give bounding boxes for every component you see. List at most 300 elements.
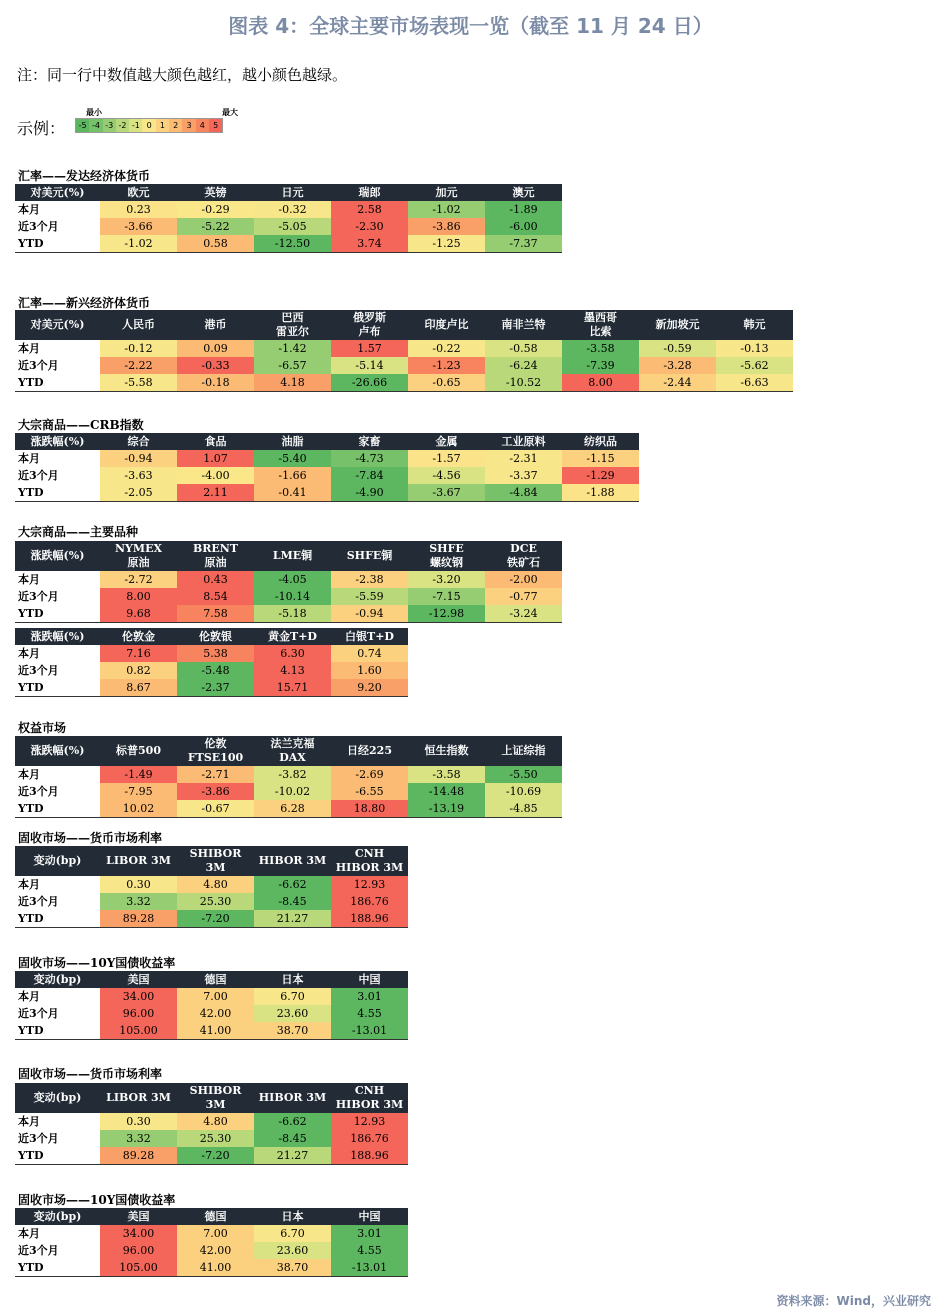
value-cell: 42.00 bbox=[177, 1005, 254, 1022]
value-cell: 4.80 bbox=[177, 876, 254, 893]
value-cell: -7.20 bbox=[177, 1147, 254, 1165]
value-cell: -7.20 bbox=[177, 910, 254, 928]
value-cell: -1.89 bbox=[485, 201, 562, 218]
row-label: 本月 bbox=[15, 645, 100, 662]
table-header-row bbox=[15, 433, 639, 450]
value-cell: -3.86 bbox=[177, 783, 254, 800]
value-cell: -1.15 bbox=[562, 450, 639, 467]
value-cell: 89.28 bbox=[100, 1147, 177, 1165]
value-cell: -12.50 bbox=[254, 235, 331, 253]
value-cell: -6.00 bbox=[485, 218, 562, 235]
value-cell: 9.68 bbox=[100, 605, 177, 623]
table-row bbox=[15, 1005, 408, 1022]
table-column-header: 日本 bbox=[254, 1208, 331, 1225]
value-cell: -12.98 bbox=[408, 605, 485, 623]
section-title: 固收市场——货币市场利率 bbox=[18, 831, 163, 845]
row-label: 近3个月 bbox=[15, 662, 100, 679]
value-cell: -3.82 bbox=[254, 766, 331, 783]
value-cell: -0.59 bbox=[639, 340, 716, 357]
legend-swatch: -3 bbox=[103, 119, 116, 132]
value-cell: -0.18 bbox=[177, 374, 254, 392]
value-cell: -3.28 bbox=[639, 357, 716, 374]
table-unit-header: 变动(bp) bbox=[15, 1208, 100, 1225]
section-title: 大宗商品——主要品种 bbox=[18, 525, 139, 539]
table-column-header: BRENT 原油 bbox=[177, 541, 254, 571]
value-cell: -1.29 bbox=[562, 467, 639, 484]
value-cell: -0.33 bbox=[177, 357, 254, 374]
value-cell: 105.00 bbox=[100, 1259, 177, 1277]
row-label: 近3个月 bbox=[15, 893, 100, 910]
table-column-header: 中国 bbox=[331, 971, 408, 988]
table-column-header: 白银T+D bbox=[331, 628, 408, 645]
table-column-header: 标普500 bbox=[100, 736, 177, 766]
value-cell: 4.80 bbox=[177, 1113, 254, 1130]
row-label: 近3个月 bbox=[15, 357, 100, 374]
table-column-header: 加元 bbox=[408, 184, 485, 201]
legend-swatch: 1 bbox=[156, 119, 169, 132]
value-cell: -6.63 bbox=[716, 374, 793, 392]
value-cell: 6.28 bbox=[254, 800, 331, 818]
table-unit-header: 变动(bp) bbox=[15, 1083, 100, 1113]
table-column-header: SHFE 螺纹钢 bbox=[408, 541, 485, 571]
row-label: 近3个月 bbox=[15, 1130, 100, 1147]
value-cell: -26.66 bbox=[331, 374, 408, 392]
legend-swatch: 3 bbox=[182, 119, 195, 132]
table-column-header: 墨西哥 比索 bbox=[562, 310, 639, 340]
value-cell: -13.01 bbox=[331, 1259, 408, 1277]
value-cell: 96.00 bbox=[100, 1005, 177, 1022]
table-column-header: 上证综指 bbox=[485, 736, 562, 766]
value-cell: 8.67 bbox=[100, 679, 177, 697]
table-row bbox=[15, 201, 562, 218]
value-cell: -7.15 bbox=[408, 588, 485, 605]
table-column-header: 食品 bbox=[177, 433, 254, 450]
value-cell: -6.62 bbox=[254, 876, 331, 893]
table-column-header: 日本 bbox=[254, 971, 331, 988]
table-row bbox=[15, 357, 793, 374]
value-cell: -0.58 bbox=[485, 340, 562, 357]
data-table bbox=[15, 541, 562, 623]
legend-max-label: 最大 bbox=[222, 107, 238, 117]
table-column-header: 欧元 bbox=[100, 184, 177, 201]
section-title: 汇率——新兴经济体货币 bbox=[18, 296, 151, 310]
value-cell: -4.84 bbox=[485, 484, 562, 502]
table-unit-header: 涨跌幅(%) bbox=[15, 433, 100, 450]
value-cell: -0.65 bbox=[408, 374, 485, 392]
table-row bbox=[15, 1259, 408, 1277]
value-cell: -6.62 bbox=[254, 1113, 331, 1130]
row-label: YTD bbox=[15, 1259, 100, 1277]
table-column-header: HIBOR 3M bbox=[254, 1083, 331, 1113]
table-header-row bbox=[15, 541, 562, 571]
value-cell: 21.27 bbox=[254, 1147, 331, 1165]
color-note: 注：同一行中数值越大颜色越红，越小颜色越绿。 bbox=[17, 66, 348, 84]
value-cell: -13.01 bbox=[331, 1022, 408, 1040]
table-column-header: 中国 bbox=[331, 1208, 408, 1225]
data-table bbox=[15, 971, 408, 1040]
table-column-header: 港币 bbox=[177, 310, 254, 340]
value-cell: -2.05 bbox=[100, 484, 177, 502]
table-row bbox=[15, 374, 793, 392]
data-table bbox=[15, 310, 793, 392]
value-cell: -2.37 bbox=[177, 679, 254, 697]
value-cell: -6.24 bbox=[485, 357, 562, 374]
value-cell: -3.37 bbox=[485, 467, 562, 484]
table-row bbox=[15, 1242, 408, 1259]
value-cell: 0.30 bbox=[100, 876, 177, 893]
value-cell: -10.69 bbox=[485, 783, 562, 800]
value-cell: 25.30 bbox=[177, 1130, 254, 1147]
table-header-row bbox=[15, 310, 793, 340]
table-column-header: 英镑 bbox=[177, 184, 254, 201]
value-cell: 6.70 bbox=[254, 988, 331, 1005]
legend-swatch: -4 bbox=[89, 119, 102, 132]
table-row bbox=[15, 679, 408, 697]
table-unit-header: 对美元(%) bbox=[15, 184, 100, 201]
value-cell: 25.30 bbox=[177, 893, 254, 910]
section-title: 固收市场——10Y国债收益率 bbox=[18, 956, 176, 970]
value-cell: 4.18 bbox=[254, 374, 331, 392]
value-cell: 10.02 bbox=[100, 800, 177, 818]
value-cell: -14.48 bbox=[408, 783, 485, 800]
table-column-header: LME铜 bbox=[254, 541, 331, 571]
table-row bbox=[15, 876, 408, 893]
value-cell: 38.70 bbox=[254, 1259, 331, 1277]
table-row bbox=[15, 766, 562, 783]
value-cell: 3.01 bbox=[331, 988, 408, 1005]
table-header-row bbox=[15, 628, 408, 645]
value-cell: -0.67 bbox=[177, 800, 254, 818]
value-cell: 0.58 bbox=[177, 235, 254, 253]
row-label: 本月 bbox=[15, 450, 100, 467]
table-header-row bbox=[15, 1208, 408, 1225]
value-cell: -6.57 bbox=[254, 357, 331, 374]
table-row bbox=[15, 1147, 408, 1165]
row-label: 本月 bbox=[15, 766, 100, 783]
table-column-header: NYMEX 原油 bbox=[100, 541, 177, 571]
page-title: 图表 4：全球主要市场表现一览（截至 11 月 24 日） bbox=[228, 14, 713, 38]
table-column-header: SHFE铜 bbox=[331, 541, 408, 571]
table-row bbox=[15, 235, 562, 253]
value-cell: -5.22 bbox=[177, 218, 254, 235]
row-label: 近3个月 bbox=[15, 1242, 100, 1259]
value-cell: 0.30 bbox=[100, 1113, 177, 1130]
value-cell: -10.14 bbox=[254, 588, 331, 605]
table-column-header: 俄罗斯 卢布 bbox=[331, 310, 408, 340]
row-label: 本月 bbox=[15, 201, 100, 218]
legend-swatch: 2 bbox=[169, 119, 182, 132]
value-cell: 1.57 bbox=[331, 340, 408, 357]
value-cell: 7.00 bbox=[177, 988, 254, 1005]
table-column-header: LIBOR 3M bbox=[100, 846, 177, 876]
table-header-row bbox=[15, 1083, 408, 1113]
value-cell: 186.76 bbox=[331, 1130, 408, 1147]
section-title: 固收市场——10Y国债收益率 bbox=[18, 1193, 176, 1207]
row-label: YTD bbox=[15, 484, 100, 502]
data-table bbox=[15, 1208, 408, 1277]
value-cell: 38.70 bbox=[254, 1022, 331, 1040]
table-row bbox=[15, 783, 562, 800]
table-row bbox=[15, 571, 562, 588]
table-column-header: 巴西 雷亚尔 bbox=[254, 310, 331, 340]
table-column-header: 伦敦金 bbox=[100, 628, 177, 645]
table-row bbox=[15, 645, 408, 662]
value-cell: 105.00 bbox=[100, 1022, 177, 1040]
row-label: 本月 bbox=[15, 876, 100, 893]
table-row bbox=[15, 1022, 408, 1040]
value-cell: 12.93 bbox=[331, 876, 408, 893]
table-column-header: 美国 bbox=[100, 1208, 177, 1225]
table-unit-header: 对美元(%) bbox=[15, 310, 100, 340]
value-cell: -10.52 bbox=[485, 374, 562, 392]
legend-color-scale bbox=[75, 118, 223, 133]
value-cell: -1.02 bbox=[408, 201, 485, 218]
legend-swatch: -1 bbox=[129, 119, 142, 132]
table-row bbox=[15, 988, 408, 1005]
value-cell: 4.55 bbox=[331, 1005, 408, 1022]
value-cell: -1.57 bbox=[408, 450, 485, 467]
value-cell: 7.00 bbox=[177, 1225, 254, 1242]
value-cell: 3.01 bbox=[331, 1225, 408, 1242]
value-cell: 9.20 bbox=[331, 679, 408, 697]
table-column-header: 澳元 bbox=[485, 184, 562, 201]
data-table bbox=[15, 846, 408, 928]
value-cell: -2.72 bbox=[100, 571, 177, 588]
value-cell: 0.23 bbox=[100, 201, 177, 218]
legend-label: 示例： bbox=[17, 119, 66, 138]
value-cell: -0.29 bbox=[177, 201, 254, 218]
row-label: 近3个月 bbox=[15, 467, 100, 484]
legend-swatch: 0 bbox=[142, 119, 155, 132]
row-label: 本月 bbox=[15, 571, 100, 588]
value-cell: 3.32 bbox=[100, 893, 177, 910]
value-cell: -4.56 bbox=[408, 467, 485, 484]
row-label: YTD bbox=[15, 800, 100, 818]
value-cell: -2.31 bbox=[485, 450, 562, 467]
data-table bbox=[15, 184, 562, 253]
value-cell: 186.76 bbox=[331, 893, 408, 910]
value-cell: -7.39 bbox=[562, 357, 639, 374]
table-column-header: 韩元 bbox=[716, 310, 793, 340]
section-title: 大宗商品——CRB指数 bbox=[18, 418, 144, 432]
value-cell: -8.45 bbox=[254, 893, 331, 910]
value-cell: -0.13 bbox=[716, 340, 793, 357]
table-column-header: 瑞郎 bbox=[331, 184, 408, 201]
table-column-header: CNH HIBOR 3M bbox=[331, 1083, 408, 1113]
legend-swatch: -2 bbox=[116, 119, 129, 132]
table-row bbox=[15, 1225, 408, 1242]
value-cell: -5.58 bbox=[100, 374, 177, 392]
table-column-header: 法兰克福 DAX bbox=[254, 736, 331, 766]
value-cell: 12.93 bbox=[331, 1113, 408, 1130]
table-row bbox=[15, 218, 562, 235]
value-cell: 3.32 bbox=[100, 1130, 177, 1147]
value-cell: 96.00 bbox=[100, 1242, 177, 1259]
value-cell: -5.59 bbox=[331, 588, 408, 605]
value-cell: -4.73 bbox=[331, 450, 408, 467]
table-column-header: 伦敦银 bbox=[177, 628, 254, 645]
table-column-header: 伦敦 FTSE100 bbox=[177, 736, 254, 766]
value-cell: 3.74 bbox=[331, 235, 408, 253]
table-unit-header: 涨跌幅(%) bbox=[15, 541, 100, 571]
value-cell: -0.94 bbox=[331, 605, 408, 623]
value-cell: 41.00 bbox=[177, 1259, 254, 1277]
table-column-header: 印度卢比 bbox=[408, 310, 485, 340]
value-cell: -5.50 bbox=[485, 766, 562, 783]
value-cell: -1.88 bbox=[562, 484, 639, 502]
row-label: YTD bbox=[15, 605, 100, 623]
section-title: 固收市场——货币市场利率 bbox=[18, 1067, 163, 1081]
row-label: 本月 bbox=[15, 1113, 100, 1130]
table-row bbox=[15, 910, 408, 928]
value-cell: -2.22 bbox=[100, 357, 177, 374]
table-column-header: LIBOR 3M bbox=[100, 1083, 177, 1113]
table-column-header: SHIBOR 3M bbox=[177, 846, 254, 876]
table-row bbox=[15, 467, 639, 484]
value-cell: 7.16 bbox=[100, 645, 177, 662]
row-label: YTD bbox=[15, 910, 100, 928]
row-label: YTD bbox=[15, 1022, 100, 1040]
data-table bbox=[15, 628, 408, 697]
table-column-header: 金属 bbox=[408, 433, 485, 450]
value-cell: -2.44 bbox=[639, 374, 716, 392]
row-label: 近3个月 bbox=[15, 1005, 100, 1022]
row-label: 本月 bbox=[15, 988, 100, 1005]
row-label: 近3个月 bbox=[15, 783, 100, 800]
table-column-header: 恒生指数 bbox=[408, 736, 485, 766]
table-header-row bbox=[15, 184, 562, 201]
table-row bbox=[15, 340, 793, 357]
value-cell: 2.58 bbox=[331, 201, 408, 218]
row-label: 近3个月 bbox=[15, 588, 100, 605]
source-note: 资料来源：Wind，兴业研究 bbox=[776, 1294, 931, 1308]
value-cell: -2.69 bbox=[331, 766, 408, 783]
value-cell: 0.43 bbox=[177, 571, 254, 588]
value-cell: -2.71 bbox=[177, 766, 254, 783]
table-column-header: 油脂 bbox=[254, 433, 331, 450]
value-cell: -5.05 bbox=[254, 218, 331, 235]
table-column-header: SHIBOR 3M bbox=[177, 1083, 254, 1113]
value-cell: 1.60 bbox=[331, 662, 408, 679]
value-cell: 1.07 bbox=[177, 450, 254, 467]
value-cell: -3.86 bbox=[408, 218, 485, 235]
value-cell: 188.96 bbox=[331, 1147, 408, 1165]
table-row bbox=[15, 605, 562, 623]
value-cell: -0.77 bbox=[485, 588, 562, 605]
value-cell: -5.48 bbox=[177, 662, 254, 679]
table-row bbox=[15, 662, 408, 679]
value-cell: -5.40 bbox=[254, 450, 331, 467]
legend-swatch: 4 bbox=[196, 119, 209, 132]
table-column-header: 工业原料 bbox=[485, 433, 562, 450]
value-cell: 5.38 bbox=[177, 645, 254, 662]
value-cell: 4.13 bbox=[254, 662, 331, 679]
section-title: 汇率——发达经济体货币 bbox=[18, 169, 151, 183]
value-cell: -0.41 bbox=[254, 484, 331, 502]
table-row bbox=[15, 1113, 408, 1130]
value-cell: 41.00 bbox=[177, 1022, 254, 1040]
value-cell: 18.80 bbox=[331, 800, 408, 818]
value-cell: -1.49 bbox=[100, 766, 177, 783]
value-cell: 89.28 bbox=[100, 910, 177, 928]
value-cell: 23.60 bbox=[254, 1242, 331, 1259]
data-table bbox=[15, 736, 562, 818]
value-cell: -8.45 bbox=[254, 1130, 331, 1147]
row-label: 本月 bbox=[15, 1225, 100, 1242]
value-cell: -4.05 bbox=[254, 571, 331, 588]
row-label: YTD bbox=[15, 374, 100, 392]
row-label: 近3个月 bbox=[15, 218, 100, 235]
value-cell: 0.82 bbox=[100, 662, 177, 679]
value-cell: 15.71 bbox=[254, 679, 331, 697]
table-row bbox=[15, 450, 639, 467]
value-cell: -3.63 bbox=[100, 467, 177, 484]
value-cell: -10.02 bbox=[254, 783, 331, 800]
value-cell: -2.38 bbox=[331, 571, 408, 588]
value-cell: 42.00 bbox=[177, 1242, 254, 1259]
value-cell: 0.09 bbox=[177, 340, 254, 357]
table-row bbox=[15, 588, 562, 605]
value-cell: -6.55 bbox=[331, 783, 408, 800]
value-cell: 8.54 bbox=[177, 588, 254, 605]
row-label: 本月 bbox=[15, 340, 100, 357]
table-row bbox=[15, 484, 639, 502]
table-unit-header: 变动(bp) bbox=[15, 971, 100, 988]
value-cell: -3.67 bbox=[408, 484, 485, 502]
value-cell: 6.70 bbox=[254, 1225, 331, 1242]
table-column-header: 德国 bbox=[177, 971, 254, 988]
table-unit-header: 变动(bp) bbox=[15, 846, 100, 876]
value-cell: 4.55 bbox=[331, 1242, 408, 1259]
row-label: YTD bbox=[15, 235, 100, 253]
value-cell: -0.32 bbox=[254, 201, 331, 218]
value-cell: -7.84 bbox=[331, 467, 408, 484]
row-label: YTD bbox=[15, 679, 100, 697]
value-cell: -5.18 bbox=[254, 605, 331, 623]
table-row bbox=[15, 800, 562, 818]
row-label: YTD bbox=[15, 1147, 100, 1165]
value-cell: -3.24 bbox=[485, 605, 562, 623]
value-cell: -3.58 bbox=[562, 340, 639, 357]
table-column-header: CNH HIBOR 3M bbox=[331, 846, 408, 876]
data-table bbox=[15, 1083, 408, 1165]
value-cell: 6.30 bbox=[254, 645, 331, 662]
value-cell: -2.30 bbox=[331, 218, 408, 235]
legend-min-label: 最小 bbox=[86, 107, 102, 117]
value-cell: -1.66 bbox=[254, 467, 331, 484]
data-table bbox=[15, 433, 639, 502]
value-cell: -0.94 bbox=[100, 450, 177, 467]
value-cell: 188.96 bbox=[331, 910, 408, 928]
table-row bbox=[15, 893, 408, 910]
value-cell: 34.00 bbox=[100, 988, 177, 1005]
table-header-row bbox=[15, 971, 408, 988]
value-cell: 8.00 bbox=[100, 588, 177, 605]
value-cell: -4.00 bbox=[177, 467, 254, 484]
value-cell: 2.11 bbox=[177, 484, 254, 502]
table-unit-header: 涨跌幅(%) bbox=[15, 736, 100, 766]
value-cell: 7.58 bbox=[177, 605, 254, 623]
value-cell: -7.37 bbox=[485, 235, 562, 253]
value-cell: -3.20 bbox=[408, 571, 485, 588]
value-cell: -4.85 bbox=[485, 800, 562, 818]
table-column-header: 美国 bbox=[100, 971, 177, 988]
value-cell: -1.25 bbox=[408, 235, 485, 253]
value-cell: -3.66 bbox=[100, 218, 177, 235]
table-row bbox=[15, 1130, 408, 1147]
table-unit-header: 涨跌幅(%) bbox=[15, 628, 100, 645]
table-column-header: 南非兰特 bbox=[485, 310, 562, 340]
